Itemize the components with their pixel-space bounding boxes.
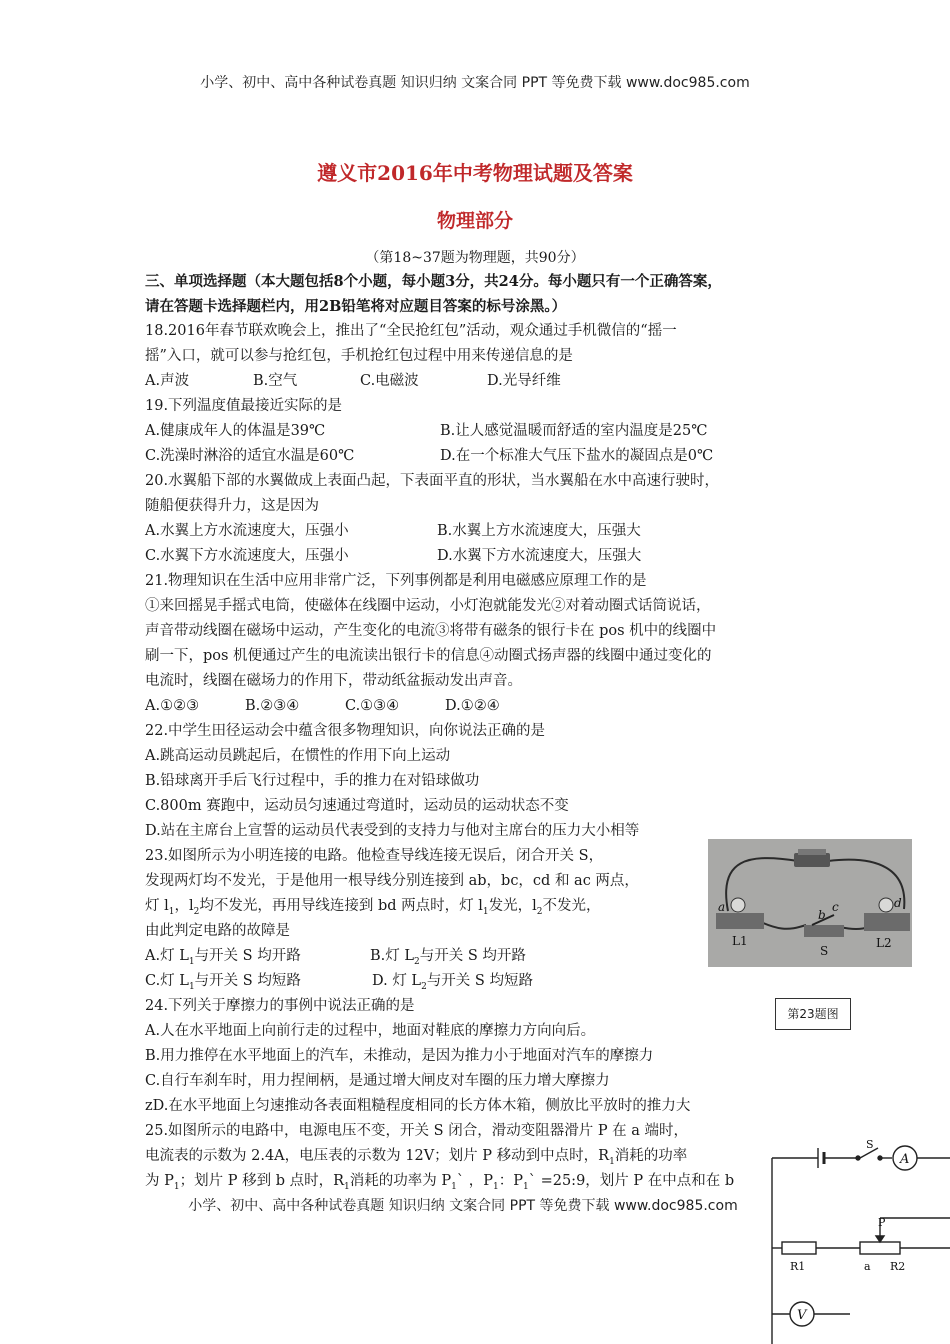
q23-figure-caption: 第23题图 (775, 998, 851, 1030)
q20-option-d: D.水翼下方水流速度大，压强大 (437, 548, 642, 564)
rheostat-r2 (860, 1242, 900, 1254)
q25-line-3: 为 $P_1$；划片 P 移到 b 点时，$R_1$消耗的功率为 $P_1`$ ，$P_1$：$P_1`$ =25:9，划片 P 在中点和在 b (145, 1173, 735, 1192)
q21-line-1: 21.物理知识在生活中应用非常广泛，下列事例都是利用电磁感应原理工作的是 (145, 573, 647, 589)
voltmeter-label: V (797, 1308, 807, 1323)
q21-line-5: 电流时，线圈在磁场力的作用下，带动纸盆振动发出声音。 (145, 673, 522, 689)
fig-label-l1: L1 (732, 934, 748, 948)
q18-line-2: 摇”入口，就可以参与抢红包，手机抢红包过程中用来传递信息的是 (145, 348, 573, 364)
q23-option-a: A.灯 $L_1$与开关 S 均开路 (145, 948, 301, 967)
q24-option-a: A.人在水平地面上向前行走的过程中，地面对鞋底的摩擦力方向向后。 (145, 1023, 596, 1039)
fig-label-d: d (894, 896, 902, 910)
q18-option-b: B.空气 (253, 373, 298, 389)
q18-option-a: A.声波 (145, 373, 190, 389)
q24-option-d: zD.在水平地面上匀速推动各表面粗糙程度相同的长方体木箱，侧放比平放时的推力大 (145, 1098, 691, 1114)
section-instructions-2: 请在答题卡选择题栏内，用2B铅笔将对应题目答案的标号涂黑。） (145, 298, 567, 315)
fig-label-l2: L2 (876, 936, 892, 950)
q22-option-c: C.800m 赛跑中，运动员匀速通过弯道时，运动员的运动状态不变 (145, 798, 569, 814)
q23-line-4: 由此判定电路的故障是 (145, 923, 290, 939)
fig-label-s: S (820, 944, 829, 958)
q21-option-c: C.①③④ (345, 698, 400, 714)
page-footer: 小学、初中、高中各种试卷真题 知识归纳 文案合同 PPT 等免费下载 www.doc985.com (188, 1198, 738, 1214)
q19-option-a: A.健康成年人的体温是39℃ (145, 423, 326, 439)
q24-line-1: 24.下列关于摩擦力的事例中说法正确的是 (145, 998, 415, 1014)
q23-option-b: B.灯 $L_2$与开关 S 均开路 (370, 948, 526, 967)
q20-option-b: B.水翼上方水流速度大，压强大 (437, 523, 641, 539)
q22-line-1: 22.中学生田径运动会中蕴含很多物理知识，向你说法正确的是 (145, 723, 546, 739)
q24-option-c: C.自行车刹车时，用力捏闸柄，是通过增大闸皮对车圈的压力增大摩擦力 (145, 1073, 610, 1089)
q23-circuit-photo (708, 839, 912, 967)
q19-line-1: 19.下列温度值最接近实际的是 (145, 398, 343, 414)
ammeter-label: A (900, 1152, 910, 1167)
q20-line-1: 20.水翼船下部的水翼做成上表面凸起，下表面平直的形状，当水翼船在水中高速行驶时， (145, 473, 720, 489)
r2-label: R2 (890, 1260, 906, 1273)
q19-option-c: C.洗澡时淋浴的适宜水温是60℃ (145, 448, 355, 464)
q18-option-d: D.光导纤维 (487, 373, 561, 389)
fig-label-a: a (718, 900, 726, 914)
q23-option-d: D. 灯 $L_2$与开关 S 均短路 (372, 973, 533, 992)
r1-label: R1 (790, 1260, 806, 1273)
q23-line-1: 23.如图所示为小明连接的电路。他检查导线连接无误后，闭合开关 S， (145, 848, 604, 864)
q22-option-a: A.跳高运动员跳起后，在惯性的作用下向上运动 (145, 748, 451, 764)
page-header: 小学、初中、高中各种试卷真题 知识归纳 文案合同 PPT 等免费下载 www.doc985.com (200, 75, 750, 91)
q22-option-d: D.站在主席台上宣誓的运动员代表受到的支持力与他对主席台的压力大小相等 (145, 823, 640, 839)
q20-line-2: 随船便获得升力，这是因为 (145, 498, 319, 514)
q25-circuit-diagram (760, 1138, 950, 1344)
score-note: （第18~37题为物理题，共90分） (365, 250, 585, 266)
q25-line-2: 电流表的示数为 2.4A，电压表的示数为 12V；划片 P 移动到中点时，$R_1$消耗的功率 (145, 1148, 688, 1167)
q21-option-d: D.①②④ (445, 698, 500, 714)
section-instructions-1: 三、单项选择题（本大题包括8个小题，每小题3分，共24分。每小题只有一个正确答案， (145, 273, 722, 290)
q23-line-3: 灯 $l_1$，$l_2$均不发光，再用导线连接到 bd 两点时，灯 $l_1$发光，$l_2$不发光， (145, 898, 601, 917)
q23-line-2: 发现两灯均不发光，于是他用一根导线分别连接到 ab，bc，cd 和 ac 两点， (145, 873, 639, 889)
q21-option-b: B.②③④ (245, 698, 300, 714)
q18-line-1: 18.2016年春节联欢晚会上，推出了“全民抢红包”活动，观众通过手机微信的“摇一 (145, 323, 677, 339)
q19-option-d: D.在一个标准大气压下盐水的凝固点是0℃ (440, 448, 714, 464)
q20-option-c: C.水翼下方水流速度大，压强小 (145, 548, 349, 564)
q18-option-c: C.电磁波 (360, 373, 419, 389)
resistor-r1 (782, 1242, 816, 1254)
switch-label: S (866, 1138, 874, 1151)
q21-line-4: 刷一下，pos 机便通过产生的电流读出银行卡的信息④动圈式扬声器的线圈中通过变化的 (145, 648, 712, 664)
page-title: 遵义市2016年中考物理试题及答案 (317, 161, 633, 185)
q23-option-c: C.灯 $L_1$与开关 S 均短路 (145, 973, 301, 992)
fig-label-c: c (832, 900, 839, 914)
q22-option-b: B.铅球离开手后飞行过程中，手的推力在对铅球做功 (145, 773, 480, 789)
a-end-label: a (864, 1260, 871, 1273)
slider-label: P (878, 1216, 886, 1229)
page-subtitle: 物理部分 (436, 210, 513, 232)
q19-option-b: B.让人感觉温暖而舒适的室内温度是25℃ (440, 423, 708, 439)
q24-option-b: B.用力推停在水平地面上的汽车，未推动，是因为推力小于地面对汽车的摩擦力 (145, 1048, 654, 1064)
q20-option-a: A.水翼上方水流速度大，压强小 (145, 523, 349, 539)
fig-label-b: b (818, 908, 826, 922)
q21-line-2: ①来回摇晃手摇式电筒，使磁体在线圈中运动，小灯泡就能发光②对着动圈式话筒说话， (145, 598, 711, 614)
q21-option-a: A.①②③ (145, 698, 200, 714)
q25-line-1: 25.如图所示的电路中，电源电压不变，开关 S 闭合，滑动变阻器滑片 P 在 a 端时， (145, 1123, 689, 1139)
q21-line-3: 声音带动线圈在磁场中运动，产生变化的电流③将带有磁条的银行卡在 pos 机中的线圈中 (145, 623, 717, 639)
